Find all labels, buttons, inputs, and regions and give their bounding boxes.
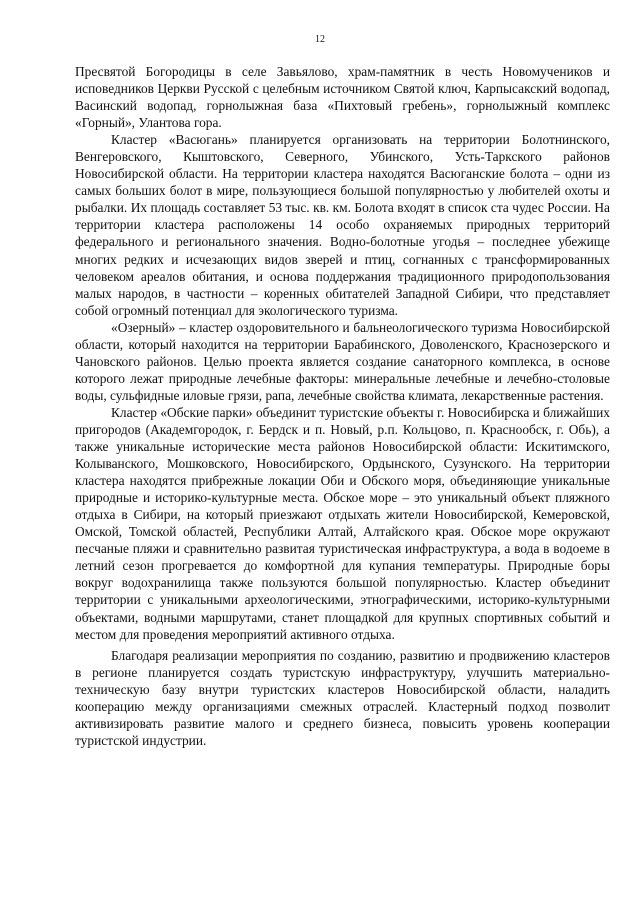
paragraph-conclusion: Благодаря реализации мероприятия по созданию, развитию и продвижению кластеров в регионе планируется создать туристскую инфраструктуру, улучшить материально-техническую базу внутри туристских кластеров Новосибирской области, наладить кооперацию между организациями смежных отраслей. Кластерный подход позволит активизировать развитие малого и среднего бизнеса, повысить уровень кооперации туристской индустрии. (75, 647, 610, 748)
paragraph-obskie-parki-cluster: Кластер «Обские парки» объединит туристские объекты г. Новосибирска и ближайших пригородов (Академгородок, г. Бердск и п. Новый, р.п. Кольцово, п. Краснообск, г. Обь), а также уникальные исторические места районов Новосибирской области: Искитимского, Колыванского, Мошковского, Новосибирского, Ордынского, Сузунского. На территории кластера находятся прибрежные локации Оби и Обского моря, объединяющие уникальные природные и историко-культурные места. Обское море – это уникальный объект пляжного отдыха в Сибири, на который приезжают отдыхать жители Новосибирской, Кемеровской, Омской, Томской областей, Республики Алтай, Алтайского края. Обское море окружают песчаные пляжи и сравнительно развитая туристическая инфраструктура, а вода в водоеме в летний сезон прогревается до комфортной для купания температуры. Природные боры вокруг водохранилища также пользуются большой популярностью. Кластер объединит территории с уникальными археологическими, этнографическими, историко-культурными объектами, водными маршрутами, станет площадкой для крупных спортивных событий и местом для проведения мероприятий активного отдыха. (75, 404, 610, 642)
document-body (75, 63, 610, 749)
page-number: 12 (315, 34, 325, 45)
paragraph-continuation: Пресвятой Богородицы в селе Завьялово, храм-памятник в честь Новомучеников и исповедников Церкви Русской с целебным источником Святой ключ, Карпысакский водопад, Васинский водопад, горнолыжная база «Пихтовый гребень», горнолыжный комплекс «Горный», Улантова гора. (75, 64, 610, 131)
paragraph-vasyugan-cluster: Кластер «Васюгань» планируется организовать на территории Болотнинского, Венгеровского, Кыштовского, Северного, Убинского, Усть-Таркского районов Новосибирской области. На территории кластера находятся Васюганские болота – одни из самых больших болот в мире, пользующиеся большой популярностью у любителей охоты и рыбалки. Их площадь составляет 53 тыс. кв. км. Болота входят в список ста чудес России. На территории кластера расположены 14 особо охраняемых природных территорий федерального и регионального значения. Водно-болотные угодья – последнее убежище многих редких и исчезающих видов зверей и птиц, согнанных с трансформированных человеком ареалов обитания, и основа поддержания традиционного природопользования малых народов, в частности – коренных обитателей Западной Сибири, что представляет собой огромный потенциал для экологического туризма. (75, 132, 610, 318)
paragraph-ozerny-cluster: «Озерный» – кластер оздоровительного и бальнеологического туризма Новосибирской области, который находится на территории Барабинского, Доволенского, Краснозерского и Чановского районов. Целью проекта является создание санаторного комплекса, в основе которого лежат природные лечебные факторы: минеральные лечебные и лечебно-столовые воды, сульфидные иловые грязи, рапа, лечебные свойства климата, лекарственные растения. (75, 319, 610, 403)
